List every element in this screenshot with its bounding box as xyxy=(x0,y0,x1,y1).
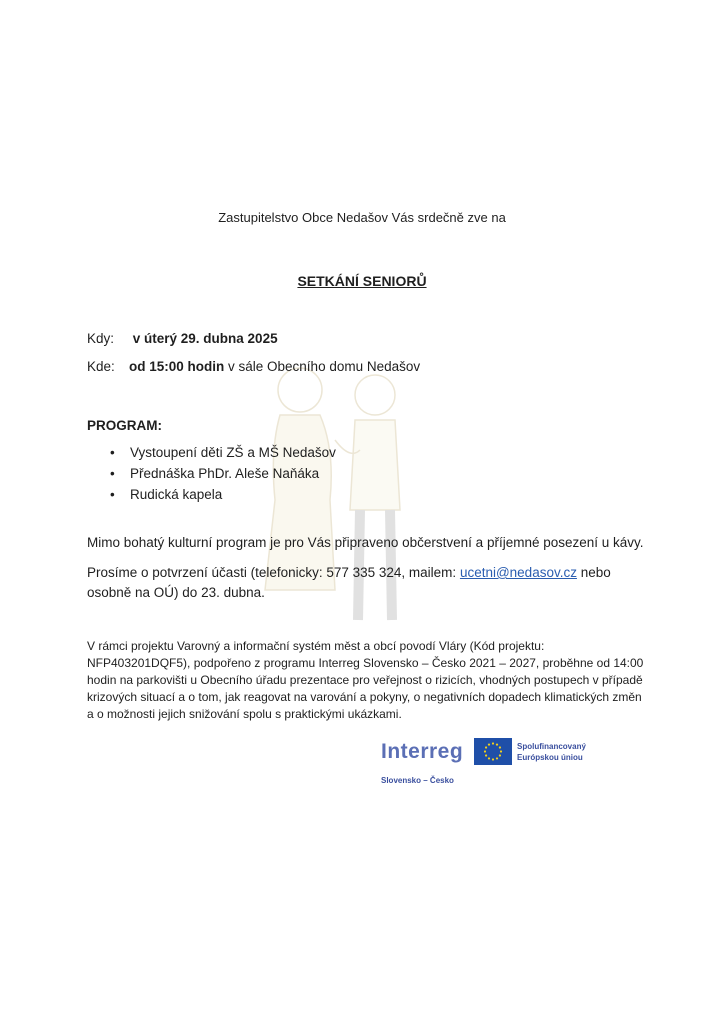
eu-star-icon xyxy=(492,758,494,760)
confirm-after: nebo osobně na OÚ) do 23. dubna. xyxy=(87,565,611,600)
program-item: • Rudická kapela xyxy=(110,484,336,505)
when-row xyxy=(87,331,278,346)
eu-text-line2: Európskou úniou xyxy=(517,753,583,762)
when-value: v úterý 29. dubna 2025 xyxy=(132,331,278,346)
eu-star-icon xyxy=(484,750,486,752)
eu-star-icon xyxy=(496,743,498,745)
intro-text: Zastupitelstvo Obce Nedašov Vás srdečně zve na xyxy=(218,210,506,225)
eu-cofinanced-text xyxy=(517,741,586,763)
eu-flag-icon xyxy=(474,738,512,765)
eu-star-icon xyxy=(488,757,490,759)
confirm-before: Prosíme o potvrzení účasti (telefonicky: 577 335 324, mailem: xyxy=(87,565,460,580)
eu-star-icon xyxy=(485,754,487,756)
where-time: od 15:00 hodin xyxy=(129,359,225,374)
where-row xyxy=(87,359,420,374)
eu-star-icon xyxy=(485,746,487,748)
project-code: NFP403201DQF5 xyxy=(87,656,184,670)
event-title: SETKÁNÍ SENIORŮ xyxy=(297,273,427,289)
eu-star-icon xyxy=(488,743,490,745)
eu-star-icon xyxy=(499,746,501,748)
email-link[interactable]: ucetni@nedasov.cz xyxy=(459,565,577,580)
eu-star-icon xyxy=(492,742,494,744)
project-note-part2: ), podpořeno z programu Interreg Slovensko – Česko 2021 – 2027, proběhne od 14:00 hodin na parkovišti u Obecního úřadu prezentace pro veřejnost o rizicích, vhodných postupech v případě krizových situací a o tom, jak reagovat na varování a pokyny, o negativních dopadech klimatických změn a o možnosti jejich snižování spolu s praktickými ukázkami. xyxy=(87,656,644,721)
eu-star-icon xyxy=(500,750,502,752)
program-item: • Vystoupení děti ZŠ a MŠ Nedašov xyxy=(110,442,336,463)
where-label: Kde: xyxy=(87,359,115,374)
program-heading: PROGRAM: xyxy=(87,418,162,433)
confirm-text xyxy=(87,563,647,603)
eu-star-icon xyxy=(496,757,498,759)
interreg-logo: Interreg xyxy=(381,740,464,763)
eu-star-icon xyxy=(499,754,501,756)
project-note xyxy=(87,638,647,723)
interreg-subtitle: Slovensko – Česko xyxy=(381,776,454,785)
eu-text-line1: Spolufinancovaný xyxy=(517,742,586,751)
when-label: Kdy: xyxy=(87,331,115,346)
program-list xyxy=(110,442,336,505)
project-note-part1: V rámci projektu Varovný a informační systém měst a obcí povodí Vláry (Kód projektu: xyxy=(87,639,545,653)
where-place: v sále Obecního domu Nedašov xyxy=(224,359,421,374)
program-item: • Přednáška PhDr. Aleše Naňáka xyxy=(110,463,336,484)
refreshment-text: Mimo bohatý kulturní program je pro Vás připraveno občerstvení a příjemné posezení u kávy. xyxy=(87,535,644,550)
